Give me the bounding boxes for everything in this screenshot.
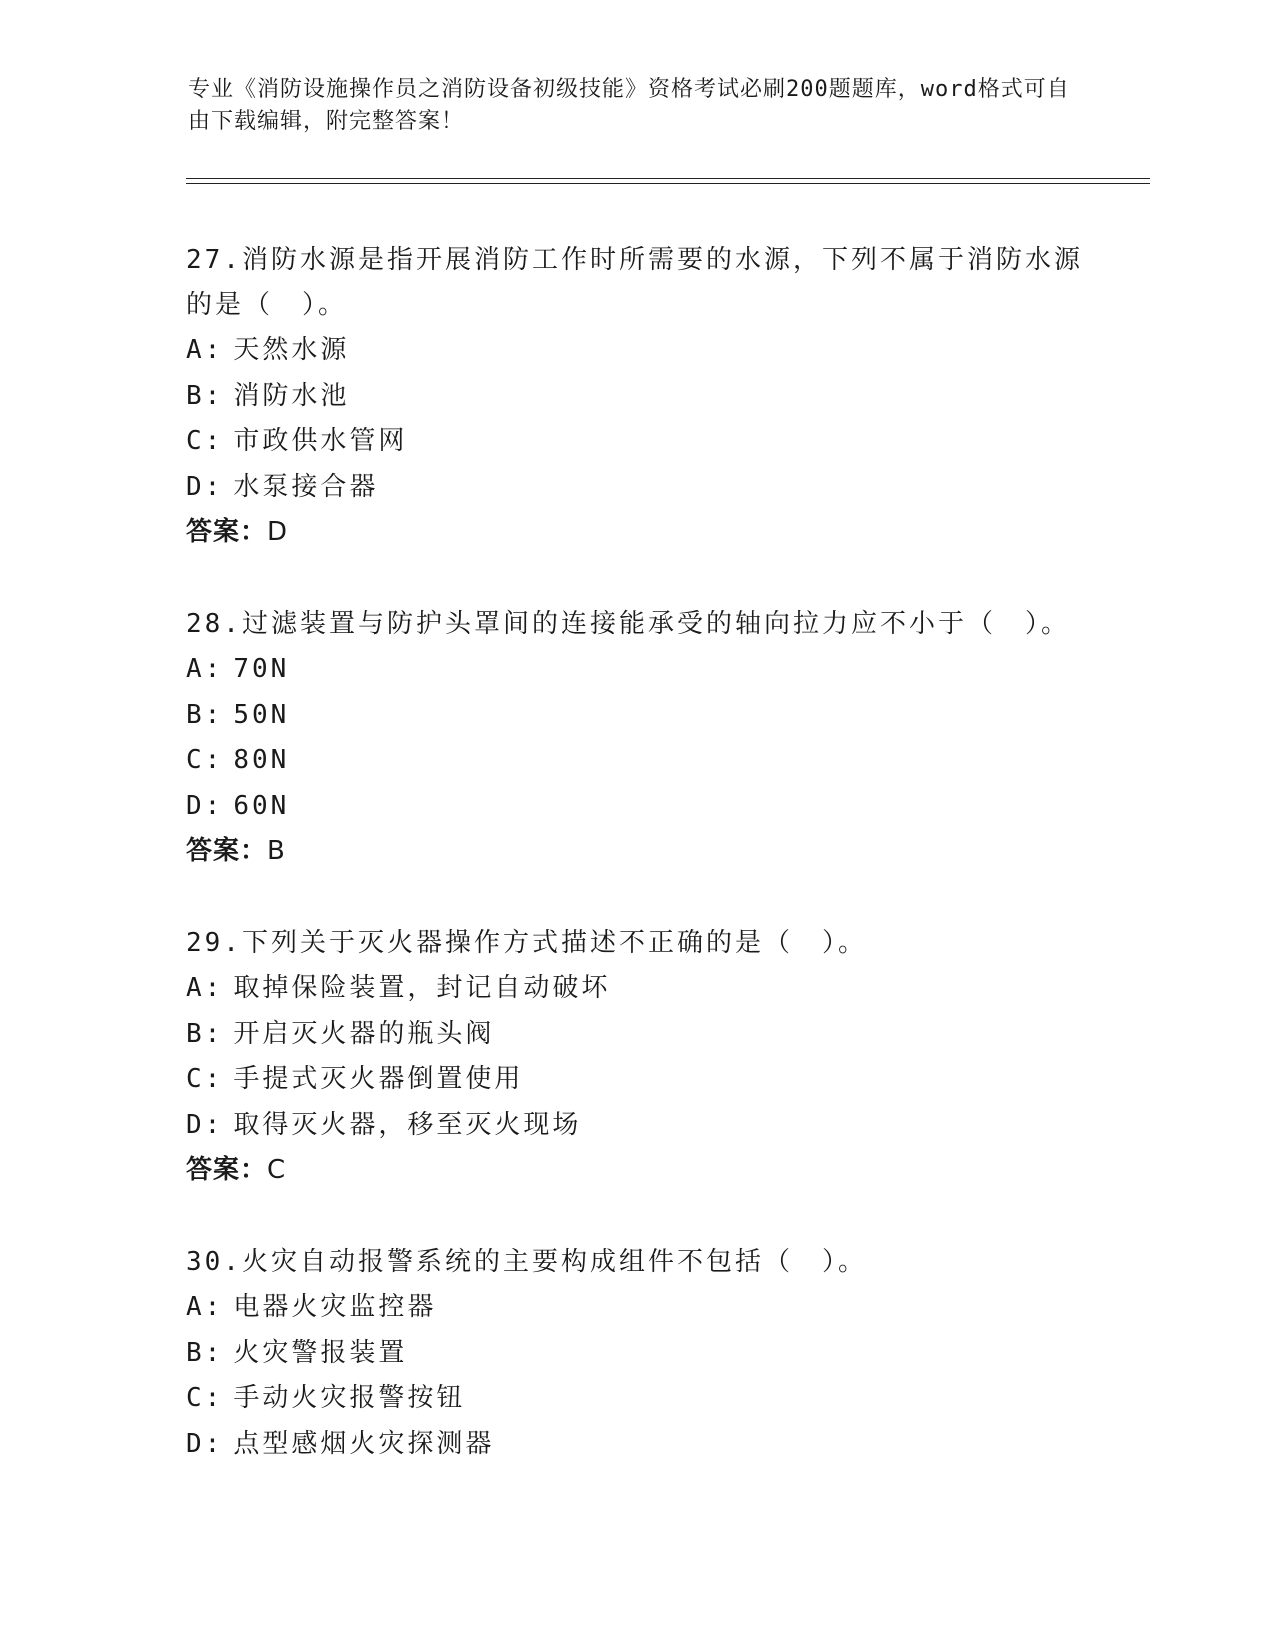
option-text: 取得灭火器，移至灭火现场 <box>233 1109 582 1140</box>
answer-label: 答案： <box>186 836 268 866</box>
question-29 <box>186 921 1086 1193</box>
question-stem: 27.消防水源是指开展消防工作时所需要的水源，下列不属于消防水源的是（ ）。 <box>186 245 1083 320</box>
question-list <box>186 238 1086 1514</box>
option-key: C: <box>186 1064 224 1094</box>
option-b <box>186 374 1086 420</box>
option-key: B: <box>186 1018 224 1049</box>
option-key: C: <box>186 426 224 456</box>
option-a <box>186 1285 1086 1331</box>
option-key: A: <box>186 973 224 1003</box>
option-text: 70N <box>233 654 290 684</box>
option-key: C: <box>186 745 224 775</box>
option-key: B: <box>186 380 224 411</box>
option-text: 手提式灭火器倒置使用 <box>233 1064 524 1094</box>
option-c <box>186 419 1086 465</box>
option-b <box>186 1331 1086 1377</box>
option-text: 取掉保险装置，封记自动破坏 <box>233 973 611 1003</box>
answer-line <box>186 829 1086 874</box>
question-27 <box>186 238 1086 555</box>
option-text: 点型感烟火灾探测器 <box>233 1428 495 1459</box>
question-stem: 29.下列关于灭火器操作方式描述不正确的是（ ）。 <box>186 928 867 958</box>
option-key: D: <box>186 1428 224 1459</box>
option-key: D: <box>186 471 224 502</box>
option-key: B: <box>186 1337 224 1368</box>
document-header: 专业《消防设施操作员之消防设备初级技能》资格考试必刷200题题库，word格式可自由下载编辑，附完整答案！ <box>188 77 1070 134</box>
option-text: 火灾警报装置 <box>233 1337 408 1368</box>
option-text: 开启灭火器的瓶头阀 <box>233 1018 495 1049</box>
option-text: 市政供水管网 <box>233 426 408 456</box>
option-text: 60N <box>233 790 290 821</box>
option-key: C: <box>186 1383 224 1413</box>
option-c <box>186 1057 1086 1103</box>
answer-value: C <box>267 1155 287 1185</box>
answer-value: D <box>267 517 289 547</box>
option-text: 电器火灾监控器 <box>233 1292 437 1322</box>
option-a <box>186 328 1086 374</box>
option-key: A: <box>186 1292 224 1322</box>
option-a <box>186 647 1086 693</box>
answer-line <box>186 510 1086 555</box>
option-text: 水泵接合器 <box>233 471 379 502</box>
option-c <box>186 1376 1086 1422</box>
option-text: 手动火灾报警按钮 <box>233 1383 466 1413</box>
option-key: B: <box>186 699 224 730</box>
option-text: 天然水源 <box>233 335 350 365</box>
question-28 <box>186 602 1086 874</box>
option-key: A: <box>186 335 224 365</box>
option-c <box>186 738 1086 784</box>
option-b <box>186 1012 1086 1058</box>
header-divider-top <box>186 178 1150 179</box>
option-key: A: <box>186 654 224 684</box>
answer-label: 答案： <box>186 517 268 547</box>
option-d <box>186 465 1086 511</box>
option-d <box>186 1103 1086 1149</box>
option-text: 50N <box>233 699 290 730</box>
option-a <box>186 966 1086 1012</box>
option-d <box>186 784 1086 830</box>
question-stem: 30.火灾自动报警系统的主要构成组件不包括（ ）。 <box>186 1247 867 1277</box>
answer-line <box>186 1148 1086 1193</box>
header-divider-bottom <box>186 183 1150 184</box>
answer-label: 答案： <box>186 1155 268 1185</box>
question-30 <box>186 1240 1086 1467</box>
option-key: D: <box>186 1109 224 1140</box>
option-text: 80N <box>233 745 290 775</box>
option-b <box>186 693 1086 739</box>
question-stem: 28.过滤装置与防护头罩间的连接能承受的轴向拉力应不小于（ ）。 <box>186 609 1070 639</box>
option-key: D: <box>186 790 224 821</box>
option-d <box>186 1422 1086 1468</box>
answer-value: B <box>267 836 286 866</box>
option-text: 消防水池 <box>233 380 350 411</box>
